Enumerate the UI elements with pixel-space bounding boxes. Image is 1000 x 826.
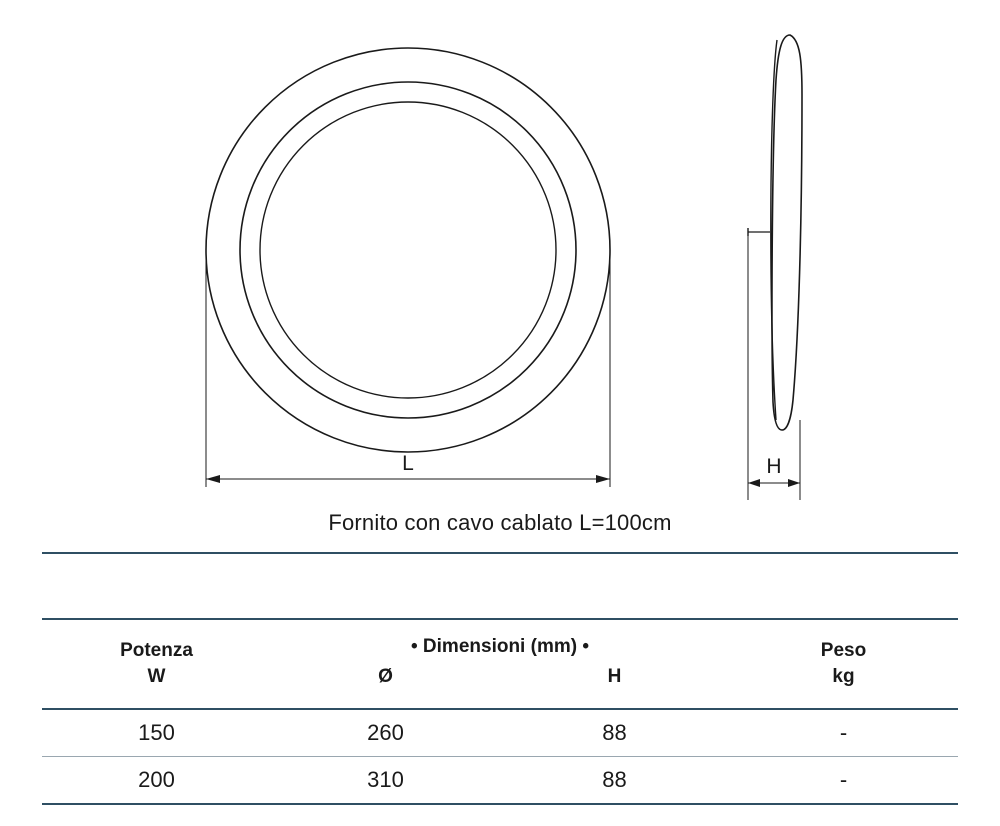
- drawing-caption: Fornito con cavo cablato L=100cm: [328, 510, 672, 535]
- dimension-h: [748, 236, 800, 500]
- dimension-h-arrow-right: [788, 479, 800, 487]
- dimension-l-arrow-left: [206, 475, 220, 483]
- cell-peso: -: [729, 709, 958, 757]
- header-potenza: [42, 619, 271, 709]
- dimension-h-arrow-left: [748, 479, 760, 487]
- dimension-l-label: L: [402, 452, 414, 475]
- front-view-ring: [206, 48, 610, 452]
- dimension-l-arrow-right: [596, 475, 610, 483]
- table-row: [42, 757, 958, 805]
- table-row: [42, 709, 958, 757]
- dimension-l: [206, 252, 610, 487]
- header-potenza-label: Potenza: [120, 640, 193, 661]
- dimension-h-label: H: [766, 455, 782, 478]
- cell-potenza: 200: [42, 757, 271, 805]
- header-altezza-symbol: H: [607, 666, 622, 687]
- side-view-outer-outline: [772, 35, 802, 430]
- cell-diametro: 310: [271, 757, 500, 805]
- ring-diffuser-circle: [260, 102, 556, 398]
- table-header-row: [42, 619, 958, 709]
- table-header: [42, 619, 958, 709]
- cell-potenza: 150: [42, 709, 271, 757]
- header-diametro: [271, 619, 500, 709]
- header-peso-unit: kg: [832, 666, 855, 687]
- header-peso-label: Peso: [820, 640, 867, 661]
- ring-inner-circle: [240, 82, 576, 418]
- cell-diametro: 260: [271, 709, 500, 757]
- cell-altezza: 88: [500, 757, 729, 805]
- caption-divider: [42, 552, 958, 554]
- specification-table: [42, 618, 958, 805]
- header-peso: [729, 619, 958, 709]
- side-view-profile: [748, 35, 802, 430]
- header-altezza: [500, 619, 729, 709]
- header-dimensioni-group: • Dimensioni (mm) •: [411, 636, 589, 657]
- ring-outer-circle: [206, 48, 610, 452]
- table-body: [42, 709, 958, 804]
- header-potenza-unit: W: [147, 666, 166, 687]
- cell-altezza: 88: [500, 709, 729, 757]
- header-diametro-symbol: Ø: [378, 666, 393, 687]
- cell-peso: -: [729, 757, 958, 805]
